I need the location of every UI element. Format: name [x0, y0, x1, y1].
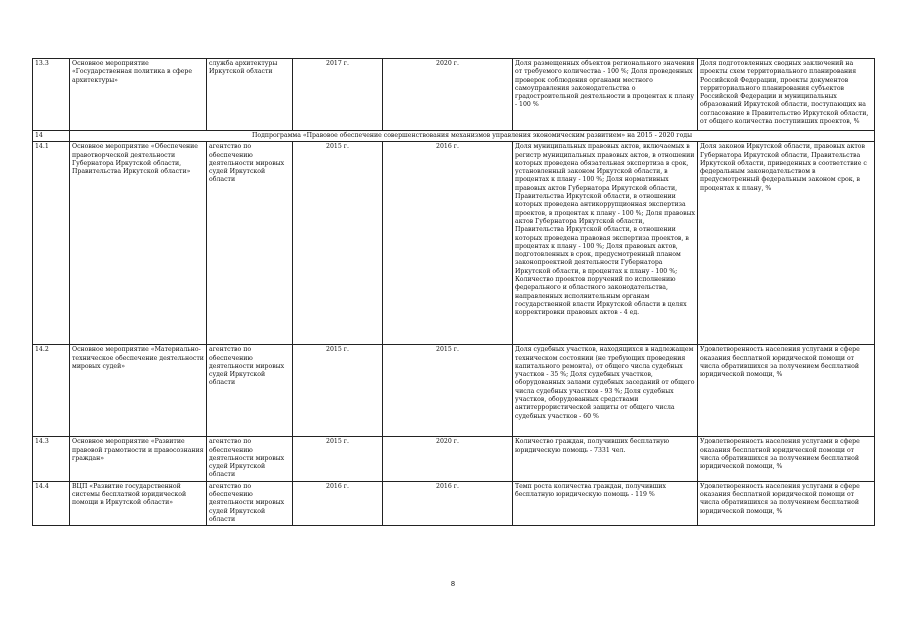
table-row	[33, 345, 875, 437]
end-year: 2015 г.	[383, 345, 513, 437]
start-year: 2015 г.	[293, 345, 383, 437]
indicators: Количество граждан, получивших бесплатную юридическую помощь - 7331 чел.	[513, 437, 698, 481]
start-year: 2015 г.	[293, 437, 383, 481]
executor: агентство по обеспечению деятельности мировых судей Иркутской области	[207, 481, 293, 525]
indicators: Доля судебных участков, находящихся в надлежащем техническом состоянии (не требующих проведения капитального ремонта), от общего числа судебных участков - 35 %; Доля судебных участков, оборудованных залами судебных заседаний от общего числа судебных участков - 93 %; Доля судебных участков, оборудованных средствами антитеррористической защиты от общего числа судебных участков - 60 %	[513, 345, 698, 437]
expected-result: Доля подготовленных сводных заключений на проекты схем территориального планирования Российской Федерации, проекты документов территориального планирования субъектов Российской Федерации и муниципальных образований Иркутской области, поступающих на согласование в Правительство Иркутской области, от общего количества поступивших проектов, %	[698, 59, 875, 131]
start-year: 2016 г.	[293, 481, 383, 525]
row-number: 14.3	[33, 437, 70, 481]
subprogram-title: Подпрограмма «Правовое обеспечение совершенствования механизмов управления экономическим развитием» на 2015 - 2020 годы	[70, 131, 875, 142]
expected-result: Удовлетворенность населения услугами в сфере оказания бесплатной юридической помощи от числа обратившихся за получением бесплатной юридической помощи, %	[698, 437, 875, 481]
executor: служба архитектуры Иркутской области	[207, 59, 293, 131]
start-year: 2017 г.	[293, 59, 383, 131]
expected-result: Удовлетворенность населения услугами в сфере оказания бесплатной юридической помощи от числа обратившихся за получением бесплатной юридической помощи, %	[698, 481, 875, 525]
table-row	[33, 142, 875, 345]
table-row	[33, 481, 875, 525]
indicators: Доля размещенных объектов регионального значения от требуемого количества - 100 %; Доля проведенных проверок соблюдения органами местного самоуправления законодательства о градостроительной деятельности в процентах к плану - 100 %	[513, 59, 698, 131]
end-year: 2016 г.	[383, 481, 513, 525]
page-number: 8	[450, 580, 456, 588]
measure-name: ВЦП «Развитие государственной системы бесплатной юридической помощи в Иркутской области»	[70, 481, 207, 525]
end-year: 2016 г.	[383, 142, 513, 345]
measure-name: Основное мероприятие «Обеспечение правотворческой деятельности Губернатора Иркутской области, Правительства Иркутской области»	[70, 142, 207, 345]
subprogram-row	[33, 131, 875, 142]
executor: агентство по обеспечению деятельности мировых судей Иркутской области	[207, 142, 293, 345]
executor: агентство по обеспечению деятельности мировых судей Иркутской области	[207, 437, 293, 481]
row-number: 14.2	[33, 345, 70, 437]
end-year: 2020 г.	[383, 437, 513, 481]
start-year: 2015 г.	[293, 142, 383, 345]
measure-name: Основное мероприятие «Материально-техническое обеспечение деятельности мировых судей»	[70, 345, 207, 437]
measure-name: Основное мероприятие «Развитие правовой грамотности и правосознания граждан»	[70, 437, 207, 481]
row-number: 14.4	[33, 481, 70, 525]
row-number: 14	[33, 131, 70, 142]
executor: агентство по обеспечению деятельности мировых судей Иркутской области	[207, 345, 293, 437]
expected-result: Доля законов Иркутской области, правовых актов Губернатора Иркутской области, Правительства Иркутской области, приведенных в соответствие с федеральным законодательством в предусмотренный федеральным законом срок, в процентах к плану, %	[698, 142, 875, 345]
table-row	[33, 59, 875, 131]
program-measures-table	[32, 58, 875, 526]
measure-name: Основное мероприятие «Государственная политика в сфере архитектуры»	[70, 59, 207, 131]
end-year: 2020 г.	[383, 59, 513, 131]
expected-result: Удовлетворенность населения услугами в сфере оказания бесплатной юридической помощи от числа обратившихся за получением бесплатной юридической помощи, %	[698, 345, 875, 437]
indicators: Темп роста количества граждан, получивших бесплатную юридическую помощь - 119 %	[513, 481, 698, 525]
table-row	[33, 437, 875, 481]
row-number: 14.1	[33, 142, 70, 345]
indicators: Доля муниципальных правовых актов, включаемых в регистр муниципальных правовых актов, в отношении которых проведена обязательная экспертиза в срок, установленный законом Иркутской области, в процентах к плану - 100 %; Доля нормативных правовых актов Губернатора Иркутской области, Правительства Иркутской области, в отношении которых проведена антикоррупционная экспертиза проектов, в процентах к плану - 100 %; Доля правовых актов Губернатора Иркутской области, Правительства Иркутской области, в отношении которых проведена правовая экспертиза проектов, в процентах к плану - 100 %; Доля правовых актов, подготовленных в срок, предусмотренный планом законопроектной деятельности Губернатора Иркутской области, в процентах к плану - 100 %; Количество проектов поручений по исполнению федерального и областного законодательства, направленных исполнительным органам государственной власти Иркутской области в целях корректировки правовых актов - 4 ед.	[513, 142, 698, 345]
row-number: 13.3	[33, 59, 70, 131]
